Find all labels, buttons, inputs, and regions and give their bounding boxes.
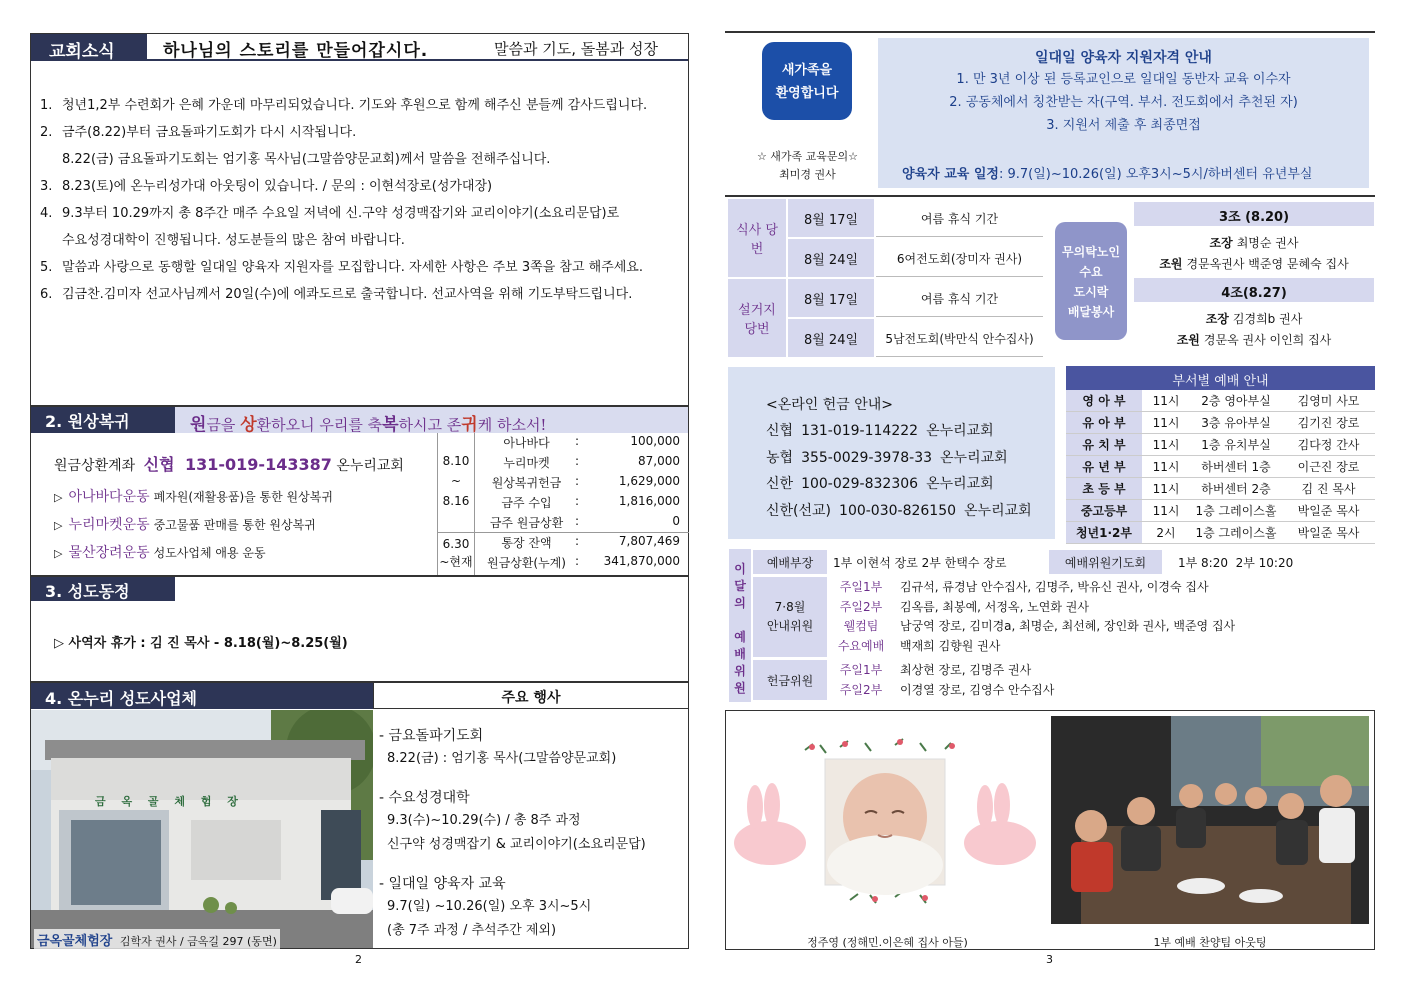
committee-members: 최상현 장로, 김명주 권사: [900, 663, 1032, 677]
lunch-team-leader-row: [1134, 310, 1374, 327]
news-list: [40, 97, 680, 313]
restore-row-colon: :: [575, 554, 580, 568]
offering-owner: 온누리교회: [964, 502, 1032, 519]
right-divider-1: [725, 195, 1375, 197]
dept-place: 하버센터 1층: [1201, 460, 1271, 474]
offering-account: [766, 445, 1032, 472]
lunch-leader-label: 조장: [1209, 236, 1233, 250]
group-photo: [1051, 716, 1369, 924]
lunch-badge-l4: 배달봉사: [1067, 305, 1115, 319]
period-divider: [438, 532, 689, 533]
dept-leader: 박일준 목사: [1297, 504, 1360, 518]
training-schedule: [902, 163, 1312, 182]
news-item: [40, 97, 680, 124]
dept-time: 11시: [1152, 482, 1180, 496]
news-item: [40, 259, 680, 286]
monthly-side-char: 의: [734, 596, 746, 610]
training-item: 3. 지원서 제출 후 최종면접: [1046, 118, 1201, 133]
event-line: 8.22(금) : 엄기홍 목사(그말씀양문교회): [387, 751, 617, 766]
restore-row-colon: :: [575, 474, 580, 488]
slogan-part: 귀: [461, 415, 478, 435]
dept-row: [1066, 390, 1375, 412]
event-block: [379, 873, 684, 943]
training-item: 1. 만 3년 이상 된 등록교인으로 일대일 동반자 교육 이수자: [956, 72, 1291, 87]
training-item: 2. 공동체에서 칭찬받는 자(구역. 부서. 전도회에서 추천된 자): [949, 95, 1298, 110]
event-line: 9.7(일) ~10.26(일) 오후 3시~5시: [387, 899, 592, 914]
slogan-part: 하시고 존: [398, 416, 462, 434]
offering-account: [766, 471, 1032, 498]
restore-table: [437, 433, 688, 575]
news-item: [40, 286, 680, 313]
news-item-number: 5.: [40, 260, 53, 275]
dept-name: 유 아 부: [1066, 412, 1142, 433]
committee-members: 김옥름, 최봉예, 서정옥, 노연화 권사: [900, 599, 1089, 614]
lunch-badge-l3: 도시락: [1073, 285, 1109, 299]
dept-title: 부서별 예배 안내: [1066, 366, 1375, 390]
restore-row-value: 7,807,469: [618, 534, 680, 548]
dept-time: 11시: [1152, 460, 1180, 474]
news-item-text: 8.23(토)에 온누리성가대 아웃팅이 있습니다. / 문의 : 이현석장로(성가대장): [62, 179, 493, 194]
leader-label: 예배부장: [753, 550, 827, 574]
offering-bank: 신한(선교): [766, 502, 832, 519]
lunch-teams: [1134, 202, 1374, 354]
offering-bank: 신협: [766, 423, 794, 439]
dept-place: 1층 그레이스홀: [1195, 504, 1277, 518]
committee-service: 주일2부: [839, 682, 883, 697]
restore-row-label: 금주 원금상환: [489, 516, 564, 530]
dept-place: 3층 유아부실: [1201, 416, 1271, 430]
lunch-team-head: 3조 (8.20): [1134, 202, 1374, 226]
guide-label-l1: 7·8월: [774, 600, 806, 614]
slogan-part: 환하오니 우리를 축: [256, 416, 383, 434]
sec4-title: 4. 온누리 성도사업체: [31, 683, 373, 709]
slogan-part: 케 하소서!: [477, 416, 547, 434]
monthly-side: [729, 549, 751, 702]
account-line: [54, 452, 404, 475]
restore-row-label: 통장 잔액: [501, 536, 552, 550]
offering-number: 100-029-832306: [801, 476, 919, 492]
duty-date: 8월 17일: [788, 199, 874, 237]
restore-row-label: 원금상환(누계): [487, 556, 566, 570]
offering-accounts: [766, 418, 1032, 524]
duty-date: 8월 24일: [788, 319, 874, 357]
guide-label-l2: 안내위원: [766, 619, 814, 633]
duty-who: 5남전도회(박만식 안수집사): [876, 319, 1043, 357]
training-schedule-text: : 9.7(일)~10.26(일) 오후3시~5시/하버센터 유년부실: [998, 167, 1313, 182]
monthly-side-char: 달: [734, 579, 746, 593]
committee-row: [830, 681, 1370, 701]
lunch-leader: 김경희b 권사: [1232, 312, 1303, 326]
training-items: [878, 68, 1369, 137]
right-top-line: [725, 31, 1375, 33]
leader-text: 1부 이현석 장로 2부 한택수 장로: [833, 556, 1007, 570]
events-title: 주요 행사: [373, 683, 688, 709]
duty-group-label: 설거지 당번: [728, 279, 786, 357]
news-item-text: 말씀과 사랑으로 동행할 일대일 양육자 지원자를 모집합니다. 자세한 사항은 주보 3쪽을 참고 해주세요.: [62, 260, 644, 275]
offering-number: 131-019-114222: [801, 423, 919, 439]
group-caption: 1부 예배 찬양팀 아웃팅: [1153, 936, 1267, 949]
events-list: [379, 725, 684, 959]
news-item-number: 1.: [40, 98, 53, 113]
news-item: [40, 124, 680, 151]
dept-name: 유 치 부: [1066, 434, 1142, 455]
baby-caption: 정주영 (정해민.이은혜 집사 아들): [807, 936, 968, 949]
news-tag: 교회소식: [31, 34, 147, 61]
news-item-number: 4.: [40, 206, 53, 221]
dept-place: 1층 그레이스홀: [1195, 526, 1277, 540]
committee-service: 주일1부: [839, 663, 883, 677]
restore-item-head: 아나바다운동: [68, 489, 150, 505]
lunch-team-leader-row: [1134, 234, 1374, 251]
dept-name: 초 등 부: [1066, 478, 1142, 499]
sec2-title: 2. 원상복귀: [31, 407, 175, 433]
account-owner: 온누리교회: [336, 458, 404, 474]
news-item-number: 3.: [40, 179, 53, 194]
lunch-badge-l2: 수요: [1079, 265, 1103, 279]
page-number-right: 3: [1046, 953, 1053, 966]
restore-row-value: 0: [672, 514, 680, 528]
monthly-side-char: [729, 612, 751, 629]
offer-list: [830, 661, 1370, 700]
event-line: (총 7주 과정 / 추석주간 제외): [387, 923, 557, 938]
committee-row: [830, 637, 1370, 657]
monthly-side-char: 위: [734, 664, 746, 678]
committee-service: 수요예배: [837, 638, 885, 653]
offering-number: 355-0029-3978-33: [801, 449, 933, 466]
dept-name: 유 년 부: [1066, 456, 1142, 477]
duty-table: [728, 199, 1043, 356]
offering-account: [766, 498, 1032, 525]
offering-owner: 온누리교회: [926, 423, 994, 439]
sec3-title: 3. 성도동정: [31, 577, 175, 601]
restore-row-value: 1,816,000: [618, 494, 680, 508]
dept-time: 11시: [1152, 394, 1180, 408]
restore-item-desc: 폐자원(재활용품)을 통한 원상복귀: [153, 490, 333, 504]
restore-item: [54, 514, 333, 542]
page-number-left: 2: [355, 953, 362, 966]
lunch-team-head: 4조(8.27): [1134, 278, 1374, 302]
committee-service: 주일2부: [839, 599, 883, 614]
offering-bank: 신한: [766, 476, 794, 492]
lunch-team-member-row: [1134, 331, 1374, 348]
dept-time: 11시: [1152, 438, 1180, 452]
committee-row: [830, 598, 1370, 618]
dept-leader: 김 진 목사: [1301, 482, 1356, 496]
guide-label: [753, 577, 827, 657]
restore-row-value: 341,870,000: [603, 554, 680, 568]
restore-item-desc: 중고물품 판매를 통한 원상복귀: [153, 518, 316, 532]
restore-row-colon: :: [575, 534, 580, 548]
monthly-side-char: 원: [734, 681, 746, 695]
restore-row-label: 누리마켓: [503, 456, 550, 470]
lunch-team: [1134, 202, 1374, 272]
duty-who: 여름 휴식 기간: [876, 199, 1043, 237]
dept-place: 1층 유치부실: [1201, 438, 1271, 452]
news-item-number: 2.: [40, 125, 53, 140]
committee-members: 이경열 장로, 김영수 안수집사: [900, 682, 1055, 697]
dept-name: 중고등부: [1066, 500, 1142, 521]
restore-row-label: 아나바다: [503, 436, 550, 450]
account-bank: 신협: [143, 455, 175, 474]
dept-leader: 김기진 장로: [1297, 416, 1360, 430]
training-schedule-label: 양육자 교육 일정: [902, 167, 999, 182]
offering-owner: 온누리교회: [926, 476, 994, 492]
news-item: [40, 232, 680, 259]
dept-leader: 박일준 목사: [1297, 526, 1360, 540]
period-1: 8.10 ~ 8.16: [442, 454, 470, 508]
news-item-number: [40, 151, 62, 178]
news-title: 하나님의 스토리를 만들어갑시다.: [163, 41, 429, 61]
lunch-members: 경문옥 권사 이인희 집사: [1203, 333, 1332, 347]
committee-members: 남궁역 장로, 김미경a, 최명순, 최선혜, 장인화 권사, 백준영 집사: [900, 619, 1236, 633]
welcome-inquiry: ☆ 새가족 교육문의☆: [756, 150, 859, 163]
restore-row-value: 87,000: [638, 454, 680, 468]
news-item-text: 금주(8.22)부터 금요돌파기도회가 다시 시작됩니다.: [62, 125, 357, 140]
account-prefix: 원금상환계좌: [54, 458, 136, 474]
restore-row-colon: :: [575, 514, 580, 528]
lunch-team-member-row: [1134, 255, 1374, 272]
duty-date: 8월 24일: [788, 239, 874, 277]
account-number: 131-019-143387: [184, 455, 332, 474]
committee-service: 주일1부: [839, 580, 883, 594]
restore-row-value: 100,000: [630, 434, 680, 448]
monthly-side-char: 배: [734, 647, 746, 661]
news-item-text: 8.22(금) 금요돌파기도회는 엄기홍 목사님(그말씀양문교회)께서 말씀을 전해주십니다.: [62, 152, 551, 167]
dept-leader: 김다정 간사: [1297, 438, 1360, 452]
welcome-badge: [762, 42, 852, 120]
prayer-label: 예배위원기도회: [1049, 550, 1162, 574]
dept-row: [1066, 500, 1375, 522]
restore-row-colon: :: [575, 494, 580, 508]
dept-time: 11시: [1152, 416, 1180, 430]
restore-item: [54, 486, 333, 514]
prayer-text: 1부 8:20 2부 10:20: [1178, 556, 1294, 570]
lunch-leader: 최명순 권사: [1236, 236, 1299, 250]
dept-row: [1066, 522, 1375, 544]
dept-place: 하버센터 2층: [1201, 482, 1271, 496]
photo-caption-text: 김학자 권사 / 금옥길 297 (동면): [119, 935, 277, 948]
triangle-icon: ▷: [54, 491, 63, 504]
committee-row: [830, 617, 1370, 637]
slogan-part: 원: [190, 415, 207, 435]
restore-row-colon: :: [575, 434, 580, 448]
restore-row-label: 원상복귀헌금: [491, 476, 562, 490]
committee-row: [830, 661, 1370, 681]
offering-bank: 농협: [766, 449, 794, 466]
duty-who: 여름 휴식 기간: [876, 279, 1043, 317]
news-item-number: 6.: [40, 287, 53, 302]
restore-row-label: 금주 수입: [501, 496, 552, 510]
duty-group-label: 식사 당번: [728, 199, 786, 277]
offer-label: 헌금위원: [753, 660, 827, 700]
dept-time: 2시: [1156, 526, 1176, 540]
triangle-icon: ▷: [54, 519, 63, 532]
dept-leader: 이근진 장로: [1297, 460, 1360, 474]
restore-item-head: 누리마켓운동: [68, 517, 150, 533]
event-block: [379, 787, 684, 857]
dept-row: [1066, 456, 1375, 478]
lunch-member-label: 조원: [1159, 257, 1183, 271]
restore-row-value: 1,629,000: [618, 474, 680, 488]
event-heading: - 일대일 양육자 교육: [379, 876, 506, 892]
business-photo: [31, 710, 373, 948]
news-item-number: [40, 232, 62, 259]
dept-name: 청년1·2부: [1066, 522, 1142, 543]
news-item: [40, 151, 680, 178]
restore-item-desc: 성도사업체 애용 운동: [153, 546, 266, 560]
event-heading: - 금요돌파기도회: [379, 728, 484, 744]
news-subtitle: 말씀과 기도, 돌봄과 성장: [494, 40, 658, 58]
dept-row: [1066, 434, 1375, 456]
news-item-text: 김금찬.김미자 선교사님께서 20일(수)에 에콰도르로 출국합니다. 선교사역을 위해 기도부탁드립니다.: [62, 287, 633, 302]
sec3-line: ▷ 사역자 휴가 : 김 진 목사 - 8.18(월)~8.25(월): [54, 636, 348, 651]
news-item-text: 청년1,2부 수련회가 은혜 가운데 마무리되었습니다. 기도와 후원으로 함께 해주신 분들께 감사드립니다.: [62, 98, 648, 113]
welcome-contact: 최미경 권사: [779, 168, 836, 181]
lunch-badge: [1055, 222, 1127, 340]
guide-list: [830, 578, 1370, 656]
welcome-badge-line1: 새가족을: [781, 63, 833, 78]
event-block: [379, 725, 684, 771]
period-2: 6.30 ~현재: [439, 537, 473, 569]
photo-caption-name: 금옥골체험장: [37, 934, 113, 949]
lunch-leader-label: 조장: [1205, 312, 1229, 326]
duty-who: 6여전도회(장미자 권사): [876, 239, 1043, 277]
restore-row-colon: :: [575, 454, 580, 468]
dept-time: 11시: [1152, 504, 1180, 518]
committee-members: 김규석, 류경남 안수집사, 김명주, 박유신 권사, 이경숙 집사: [900, 580, 1209, 594]
lunch-badge-l1: 무의탁노인: [1062, 245, 1120, 259]
committee-members: 백재희 김향원 권사: [900, 638, 1001, 653]
lunch-members: 경문옥권사 백준영 문혜숙 집사: [1186, 257, 1349, 271]
dept-row: [1066, 478, 1375, 500]
committee-row: [830, 578, 1370, 598]
dept-leader: 김영미 사모: [1297, 394, 1360, 408]
triangle-icon: ▷: [54, 547, 63, 560]
event-line: 9.3(수)~10.29(수) / 총 8주 과정: [387, 813, 581, 828]
event-heading: - 수요성경대학: [379, 790, 470, 806]
lunch-member-label: 조원: [1176, 333, 1200, 347]
monthly-side-char: 예: [734, 630, 746, 644]
restore-items: [54, 486, 333, 570]
event-line: 신구약 성경맥잡기 & 교리이야기(소요리문답): [387, 837, 646, 852]
sec2-slogan: [190, 410, 546, 435]
offering-owner: 온누리교회: [940, 449, 1008, 466]
baby-photo-frame: [730, 735, 1040, 915]
duty-date: 8월 17일: [788, 279, 874, 317]
offering-title: <온라인 헌금 안내>: [766, 397, 894, 413]
restore-item: [54, 542, 333, 570]
news-item: [40, 205, 680, 232]
slogan-part: 상: [240, 415, 257, 435]
dept-name: 영 아 부: [1066, 390, 1142, 411]
dept-table: [1066, 366, 1375, 544]
monthly-side-char: 이: [734, 562, 746, 576]
restore-item-head: 물산장려운동: [68, 545, 150, 561]
dept-row: [1066, 412, 1375, 434]
committee-service: 웰컴팀: [843, 619, 879, 633]
news-item-text: 9.3부터 10.29까지 총 8주간 매주 수요일 저녁에 신.구약 성경맥잡기와 교리이야기(소요리문답)로: [62, 206, 620, 221]
photo-caption: [34, 929, 280, 950]
slogan-part: 복: [382, 415, 399, 435]
photo-sign: 금 옥 골 체 험 장: [95, 795, 244, 808]
training-title: 일대일 양육자 지원자격 안내: [1035, 50, 1212, 66]
lunch-team: [1134, 278, 1374, 348]
offering-account: [766, 418, 1032, 445]
news-item: [40, 178, 680, 205]
news-item-text: 수요성경대학이 진행됩니다. 성도분들의 많은 참여 바랍니다.: [62, 233, 405, 248]
offering-number: 100-030-826150: [839, 502, 957, 519]
dept-place: 2층 영아부실: [1201, 394, 1271, 408]
slogan-part: 금을: [206, 416, 241, 434]
welcome-badge-line2: 환영합니다: [775, 86, 839, 101]
